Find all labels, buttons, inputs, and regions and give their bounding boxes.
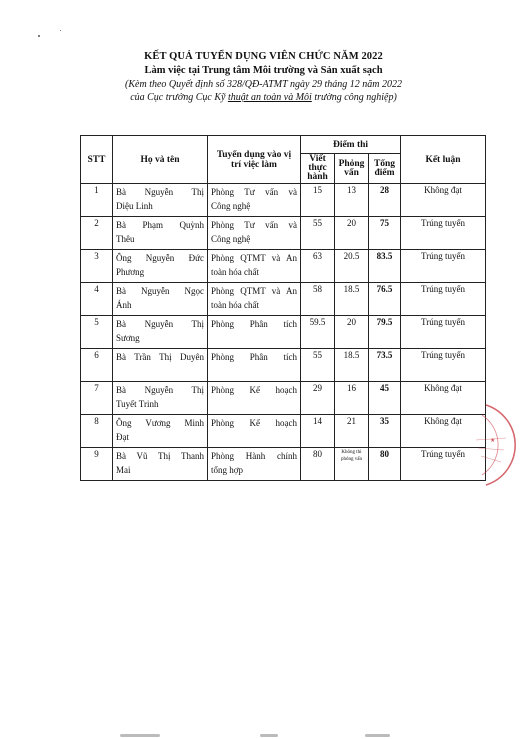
cell-stt: 8 <box>81 415 113 448</box>
cell-stt: 1 <box>81 184 113 217</box>
table-row <box>81 316 486 349</box>
cell-name: Bà Vũ Thị Thanh Mai <box>113 448 208 481</box>
cell-total: 76.5 <box>369 283 401 316</box>
results-table <box>80 135 486 481</box>
cell-conclusion: Trúng tuyển <box>401 349 486 382</box>
cell-position: Phòng Phân tích <box>208 316 301 349</box>
cell-conclusion: Trúng tuyển <box>401 283 486 316</box>
cell-total: 80 <box>369 448 401 481</box>
document-header <box>0 50 527 104</box>
scan-speck <box>60 30 61 31</box>
cell-stt: 5 <box>81 316 113 349</box>
cell-position: Phòng Tư vấn và Công nghệ <box>208 184 301 217</box>
cell-interview: 20 <box>335 217 369 250</box>
cell-written: 55 <box>301 349 335 382</box>
table-row <box>81 283 486 316</box>
cell-stt: 3 <box>81 250 113 283</box>
table-row <box>81 382 486 415</box>
table-row <box>81 415 486 448</box>
scan-edge-mark <box>365 734 390 737</box>
cell-total: 45 <box>369 382 401 415</box>
cell-conclusion: Không đạt <box>401 382 486 415</box>
cell-stt: 7 <box>81 382 113 415</box>
cell-name: Bà Phạm Quỳnh Thêu <box>113 217 208 250</box>
cell-interview: 13 <box>335 184 369 217</box>
header-scores: Điểm thi <box>301 136 401 154</box>
table-row <box>81 448 486 481</box>
cell-position: Phòng Tư vấn và Công nghệ <box>208 217 301 250</box>
header-interview: Phỏng vấn <box>335 154 369 184</box>
cell-conclusion: Trúng tuyển <box>401 448 486 481</box>
cell-name: Ông Vương Minh Đạt <box>113 415 208 448</box>
cell-written: 80 <box>301 448 335 481</box>
cell-interview: 16 <box>335 382 369 415</box>
document-subtitle: Làm việc tại Trung tâm Môi trường và Sản xuất sạch <box>144 65 383 76</box>
cell-written: 59.5 <box>301 316 335 349</box>
cell-position: Phòng Hành chính tổng hợp <box>208 448 301 481</box>
cell-interview: 20 <box>335 316 369 349</box>
svg-text:★: ★ <box>490 438 496 444</box>
cell-name: Bà Nguyễn Thị Sương <box>113 316 208 349</box>
header-conclusion: Kết luận <box>401 136 486 184</box>
cell-position: Phòng QTMT và An toàn hóa chất <box>208 250 301 283</box>
scan-speck <box>38 35 40 37</box>
scan-edge-mark <box>120 734 160 737</box>
header-position: Tuyển dụng vào vị trí việc làm <box>208 136 301 184</box>
decision-note-line1: (Kèm theo Quyết định số 328/QĐ-ATMT ngày 29 tháng 12 năm 2022 <box>125 79 402 90</box>
cell-name: Ông Nguyễn Đức Phương <box>113 250 208 283</box>
cell-name: Bà Nguyễn Thị Tuyết Trinh <box>113 382 208 415</box>
header-name: Họ và tên <box>113 136 208 184</box>
cell-name: Bà Nguyễn Thị Diệu Linh <box>113 184 208 217</box>
cell-conclusion: Trúng tuyển <box>401 250 486 283</box>
cell-written: 55 <box>301 217 335 250</box>
cell-total: 83.5 <box>369 250 401 283</box>
cell-total: 28 <box>369 184 401 217</box>
cell-name: Bà Trần Thị Duyên <box>113 349 208 382</box>
scan-edge-mark <box>260 734 278 737</box>
table-row <box>81 217 486 250</box>
header-stt: STT <box>81 136 113 184</box>
cell-total: 75 <box>369 217 401 250</box>
header-written: Viết thực hành <box>301 154 335 184</box>
table-row <box>81 184 486 217</box>
cell-written: 14 <box>301 415 335 448</box>
cell-stt: 4 <box>81 283 113 316</box>
header-total: Tổng điểm <box>369 154 401 184</box>
cell-stt: 6 <box>81 349 113 382</box>
cell-position: Phòng Kế hoạch <box>208 415 301 448</box>
cell-conclusion: Không đạt <box>401 184 486 217</box>
cell-conclusion: Không đạt <box>401 415 486 448</box>
cell-written: 58 <box>301 283 335 316</box>
cell-conclusion: Trúng tuyển <box>401 217 486 250</box>
cell-written: 63 <box>301 250 335 283</box>
table-row <box>81 349 486 382</box>
cell-interview: 18.5 <box>335 283 369 316</box>
cell-total: 73.5 <box>369 349 401 382</box>
cell-conclusion: Trúng tuyển <box>401 316 486 349</box>
cell-name: Bà Nguyễn Ngọc Ánh <box>113 283 208 316</box>
cell-interview: Không thi phỏng vấn <box>335 448 369 481</box>
cell-total: 35 <box>369 415 401 448</box>
cell-written: 29 <box>301 382 335 415</box>
cell-interview: 20.5 <box>335 250 369 283</box>
official-stamp <box>476 400 527 490</box>
decision-note-line2: của Cục trưởng Cục Kỹ thuật an toàn và Môi trường công nghiệp) <box>130 92 397 103</box>
cell-total: 79.5 <box>369 316 401 349</box>
table-row <box>81 250 486 283</box>
cell-position: Phòng QTMT và An toàn hóa chất <box>208 283 301 316</box>
cell-stt: 9 <box>81 448 113 481</box>
cell-interview: 18.5 <box>335 349 369 382</box>
cell-written: 15 <box>301 184 335 217</box>
document-title: KẾT QUẢ TUYỂN DỤNG VIÊN CHỨC NĂM 2022 <box>144 51 383 62</box>
cell-interview: 21 <box>335 415 369 448</box>
cell-position: Phòng Kế hoạch <box>208 382 301 415</box>
cell-stt: 2 <box>81 217 113 250</box>
cell-position: Phòng Phân tích <box>208 349 301 382</box>
